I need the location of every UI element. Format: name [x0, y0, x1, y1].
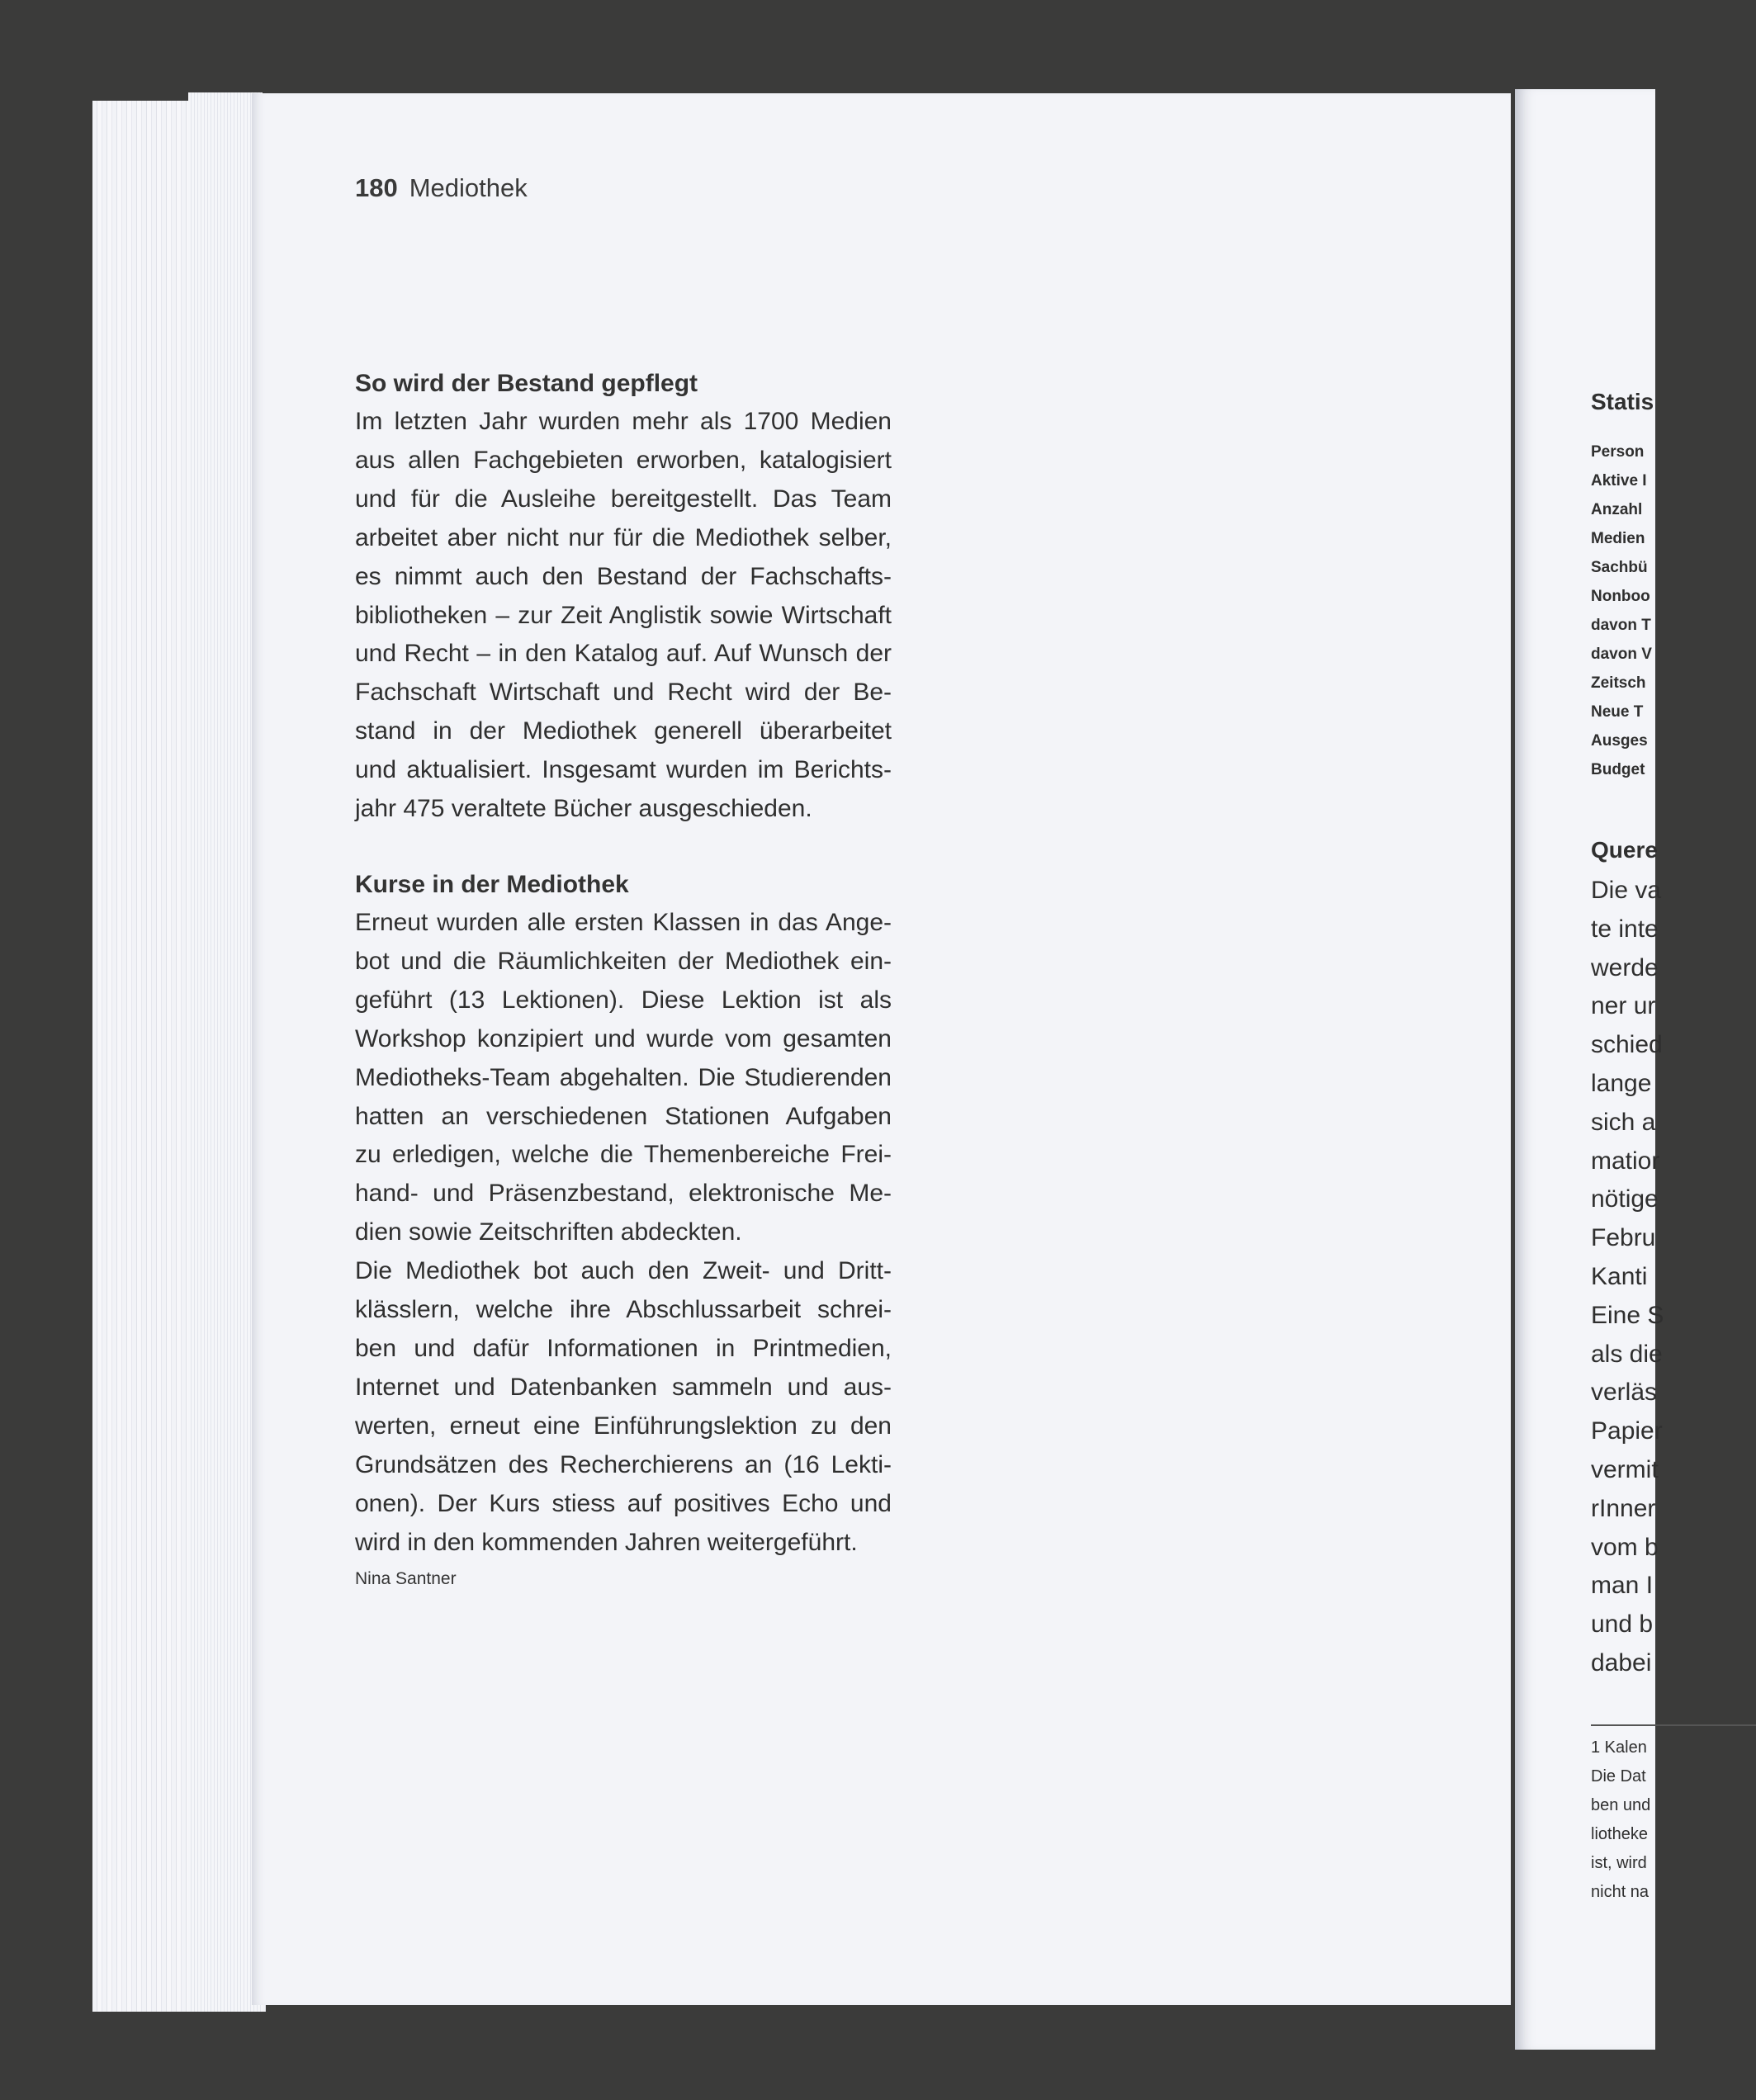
right-body-text	[1591, 872, 1664, 1683]
text-line: werde	[1591, 953, 1659, 981]
text-line: Die Mediothek bot auch den Zweit- und Dritt-	[355, 1257, 892, 1285]
right-page	[1515, 89, 1664, 2050]
text-line: dabei	[1591, 1648, 1652, 1677]
text-line: geführt (13 Lektionen). Diese Lektion ist als	[355, 986, 892, 1014]
table-row-label: Neue T	[1591, 703, 1644, 721]
text-line: schied	[1591, 1031, 1663, 1059]
footnote-line: Die Dat	[1591, 1767, 1646, 1785]
text-line: stand in der Mediothek generell überarbeitet	[355, 717, 892, 745]
section-heading: So wird der Bestand gepflegt	[355, 370, 698, 397]
table-row-label: Medien	[1591, 530, 1645, 547]
text-line: Eine S	[1591, 1301, 1664, 1329]
text-line: wird in den kommenden Jahren weitergeführt.	[355, 1528, 858, 1556]
text-line: nötige	[1591, 1185, 1659, 1213]
footnote-line: 1 Kalen	[1591, 1738, 1647, 1757]
text-line: verläs	[1591, 1379, 1658, 1407]
text-line: Mediotheks-Team abgehalten. Die Studierenden	[355, 1063, 892, 1091]
table-row-label: Person	[1591, 443, 1645, 461]
section-kurse	[355, 865, 892, 1592]
text-line: klässlern, welche ihre Abschlussarbeit schrei-	[355, 1296, 892, 1324]
text-line: Fachschaft Wirtschaft und Recht wird der Be-	[355, 679, 892, 707]
text-line: bibliotheken – zur Zeit Anglistik sowie Wirtschaft	[355, 601, 892, 629]
table-row-label: Ausges	[1591, 732, 1648, 750]
text-line: rInner	[1591, 1494, 1656, 1522]
table-row-label: Sachbü	[1591, 559, 1648, 576]
text-line: als die	[1591, 1340, 1663, 1368]
section-body	[355, 904, 892, 1562]
text-line: bot und die Räumlichkeiten der Mediothek ein-	[355, 947, 892, 975]
text-line: Grundsätzen des Recherchierens an (16 Lekti-	[355, 1450, 892, 1478]
footnote-rule	[1591, 1724, 1756, 1726]
text-line: ben und dafür Informationen in Printmedien,	[355, 1334, 892, 1362]
text-line: und Recht – in den Katalog auf. Auf Wunsch der	[355, 640, 892, 668]
text-line: werten, erneut eine Einführungslektion zu den	[355, 1412, 892, 1440]
text-line: hatten an verschiedenen Stationen Aufgaben	[355, 1102, 892, 1130]
text-line: te inte	[1591, 915, 1659, 943]
running-head-title: Mediothek	[409, 173, 528, 202]
text-line: Die va	[1591, 877, 1662, 904]
footnote-line: ben und	[1591, 1796, 1651, 1814]
footnote-line: liotheke	[1591, 1825, 1648, 1843]
text-line: Workshop konzipiert und wurde vom gesamten	[355, 1024, 892, 1052]
text-line: arbeitet aber nicht nur für die Mediothek selber,	[355, 523, 892, 551]
table-row-label: Anzahl	[1591, 501, 1643, 518]
text-line: Papier	[1591, 1417, 1663, 1445]
text-line: matior	[1591, 1147, 1660, 1175]
section-body	[355, 403, 892, 829]
table-row-label: Budget	[1591, 761, 1645, 778]
statistics-table	[1591, 438, 1652, 784]
text-line: Internet und Datenbanken sammeln und aus-	[355, 1373, 892, 1401]
text-line: dien sowie Zeitschriften abdeckten.	[355, 1218, 742, 1246]
footnote-line: nicht na	[1591, 1883, 1650, 1901]
footnotes	[1591, 1733, 1650, 1907]
author-byline: Nina Santner	[355, 1569, 457, 1589]
text-line: onen). Der Kurs stiess auf positives Echo und	[355, 1489, 892, 1517]
table-row-label: Zeitsch	[1591, 674, 1646, 692]
right-page-heading: Statis	[1591, 389, 1654, 414]
table-row-label: Nonboo	[1591, 588, 1650, 605]
text-line: Febru	[1591, 1224, 1656, 1252]
text-line: zu erledigen, welche die Themenbereiche Frei-	[355, 1141, 892, 1169]
text-line: lange	[1591, 1069, 1652, 1097]
table-row-label: Aktive I	[1591, 472, 1647, 490]
text-line: es nimmt auch den Bestand der Fachschafts-	[355, 562, 892, 590]
text-line: ner ur	[1591, 992, 1656, 1020]
table-row-label: davon T	[1591, 617, 1651, 634]
footnote-line: ist, wird	[1591, 1854, 1647, 1872]
section-heading: Kurse in der Mediothek	[355, 871, 629, 898]
page-number: 180	[355, 173, 398, 202]
text-line: man I	[1591, 1572, 1654, 1600]
text-line: und b	[1591, 1610, 1654, 1639]
text-line: Im letzten Jahr wurden mehr als 1700 Medien	[355, 408, 892, 435]
text-line: hand- und Präsenzbestand, elektronische Me-	[355, 1180, 892, 1208]
text-line: Kanti	[1591, 1262, 1648, 1290]
table-row-label: davon V	[1591, 646, 1652, 663]
text-line: und aktualisiert. Insgesamt wurden im Berichts-	[355, 756, 892, 784]
text-line: vermit	[1591, 1455, 1659, 1483]
text-line: und für die Ausleihe bereitgestellt. Das Team	[355, 485, 892, 513]
text-line: sich a	[1591, 1108, 1656, 1136]
text-line: vom b	[1591, 1533, 1659, 1561]
text-line: Erneut wurden alle ersten Klassen in das Ange-	[355, 909, 892, 936]
text-line: aus allen Fachgebieten erworben, katalogisiert	[355, 446, 892, 474]
section-bestand	[355, 364, 892, 829]
running-header	[355, 173, 528, 203]
text-line: jahr 475 veraltete Bücher ausgeschieden.	[355, 795, 812, 823]
right-section-heading: Quere	[1591, 837, 1658, 863]
